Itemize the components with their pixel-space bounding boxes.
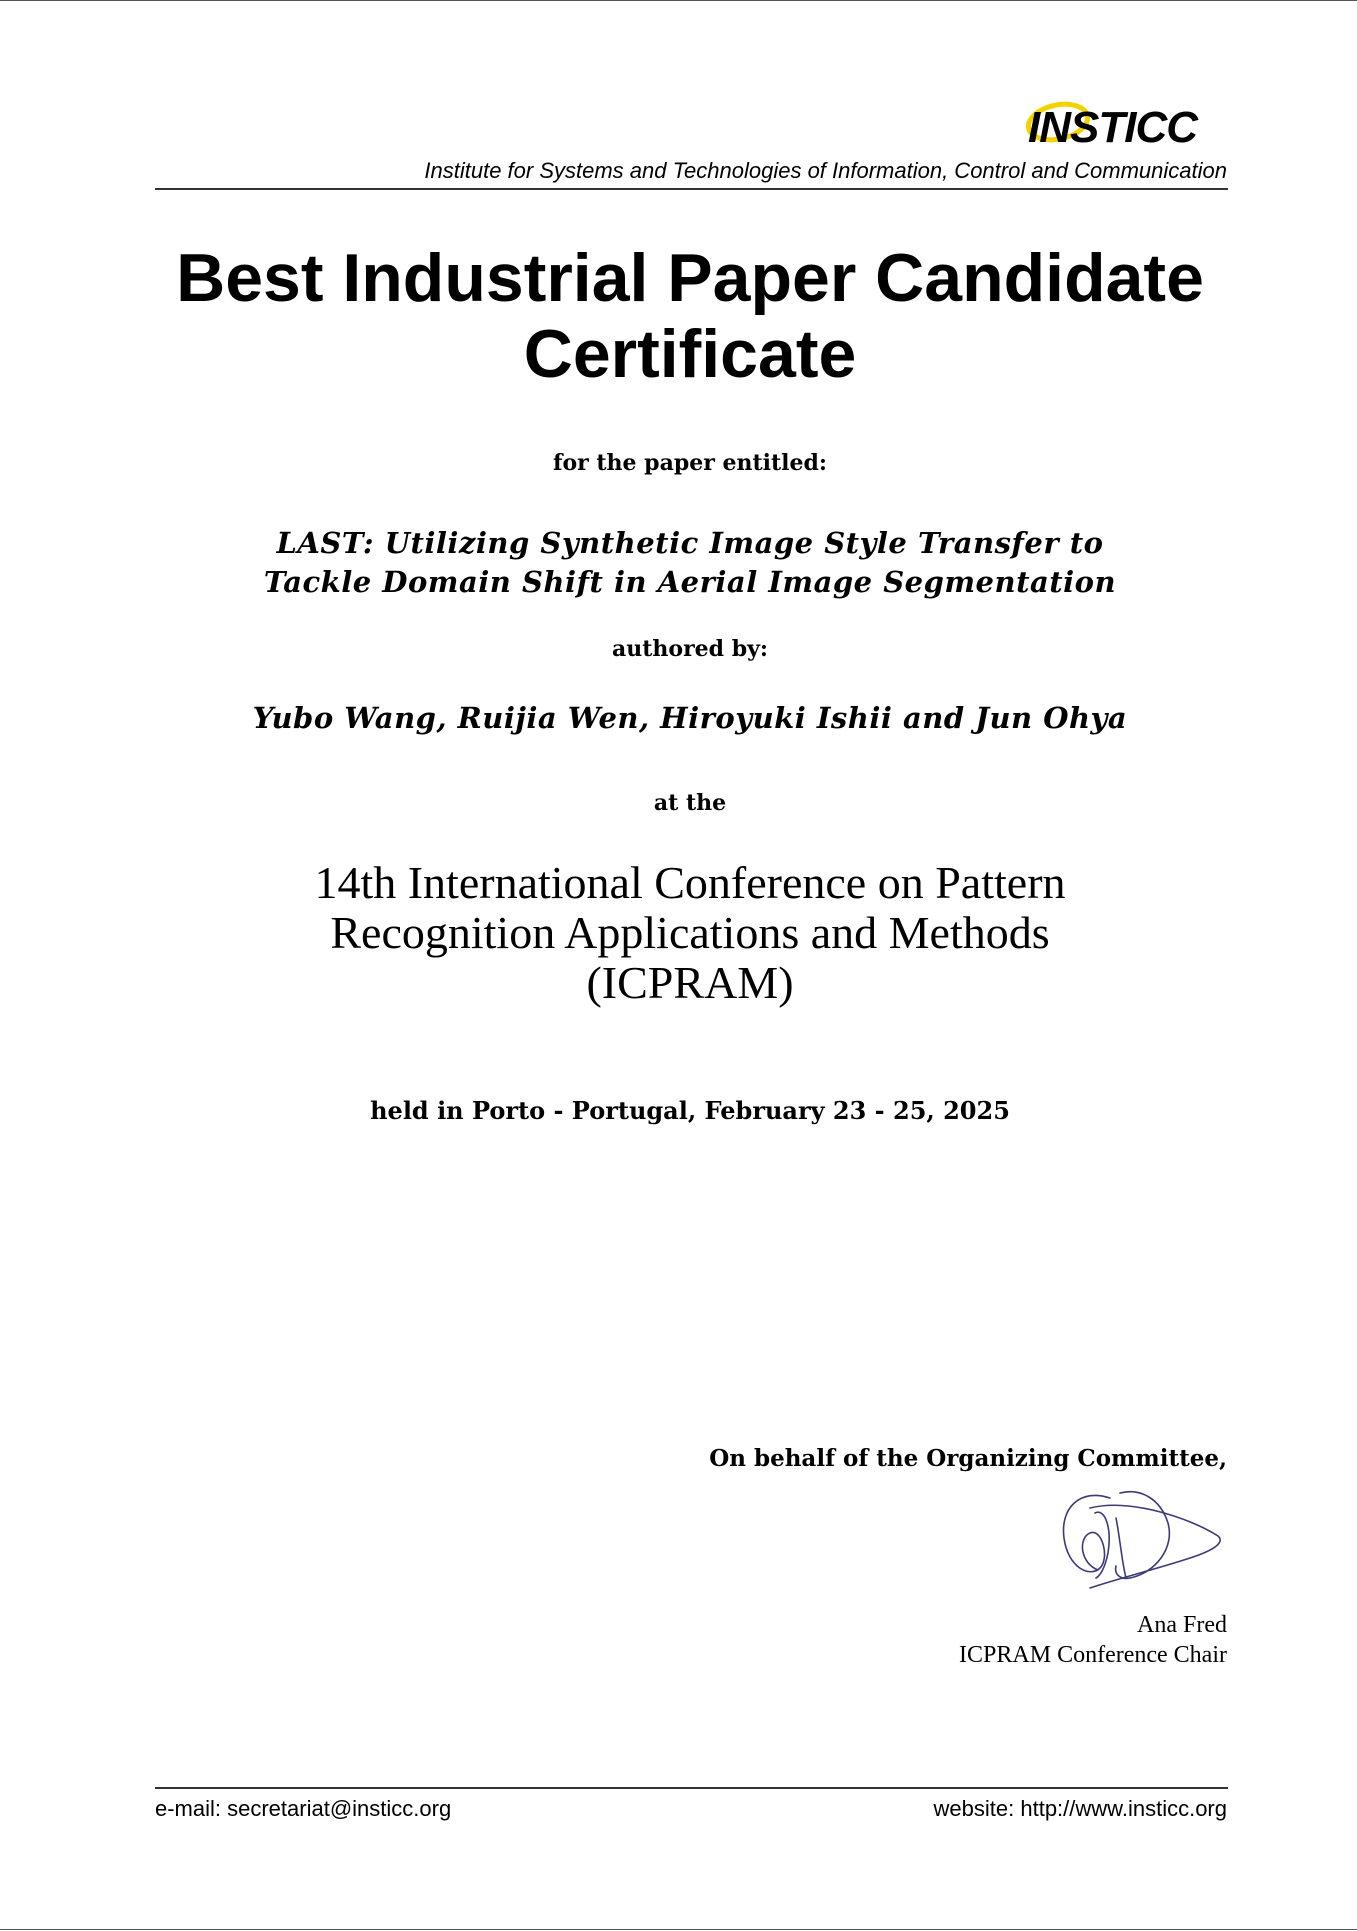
venue-dates: held in Porto - Portugal, February 23 - 25, 2025 — [370, 1096, 1010, 1125]
on-behalf-text: On behalf of the Organizing Committee, — [709, 1445, 1227, 1472]
signer-role: ICPRAM Conference Chair — [959, 1642, 1227, 1668]
page-border-top — [0, 0, 1357, 1]
certificate-title — [100, 240, 1280, 392]
footer-website: website: http://www.insticc.org — [933, 1796, 1227, 1821]
paper-title-line-1: LAST: Utilizing Synthetic Image Style Transfer to — [276, 526, 1104, 560]
insticc-logo — [1020, 98, 1230, 152]
paper-title-line-2: Tackle Domain Shift in Aerial Image Segmentation — [263, 565, 1117, 599]
authors: Yubo Wang, Ruijia Wen, Hiroyuki Ishii and Jun Ohya — [252, 701, 1128, 735]
conference-line-3: (ICPRAM) — [586, 957, 794, 1008]
paper-title — [100, 524, 1280, 602]
at-the: at the — [653, 790, 727, 816]
conference-line-1: 14th International Conference on Pattern — [314, 857, 1066, 908]
signature-image — [1050, 1478, 1230, 1603]
page-border-bottom — [0, 1929, 1357, 1930]
header-divider — [155, 188, 1228, 190]
title-line-2: Certificate — [523, 316, 857, 392]
footer-divider — [155, 1787, 1228, 1789]
signer-name: Ana Fred — [1137, 1612, 1227, 1638]
paper-intro: for the paper entitled: — [552, 450, 827, 476]
logo-text: INSTICC — [1028, 103, 1197, 152]
footer-email: e-mail: secretariat@insticc.org — [155, 1796, 452, 1821]
title-line-1: Best Industrial Paper Candidate — [176, 240, 1204, 316]
authored-intro: authored by: — [612, 636, 768, 662]
conference-line-2: Recognition Applications and Methods — [330, 907, 1050, 958]
institute-name: Institute for Systems and Technologies of Information, Control and Communication — [424, 158, 1227, 183]
conference-name — [100, 858, 1280, 1008]
